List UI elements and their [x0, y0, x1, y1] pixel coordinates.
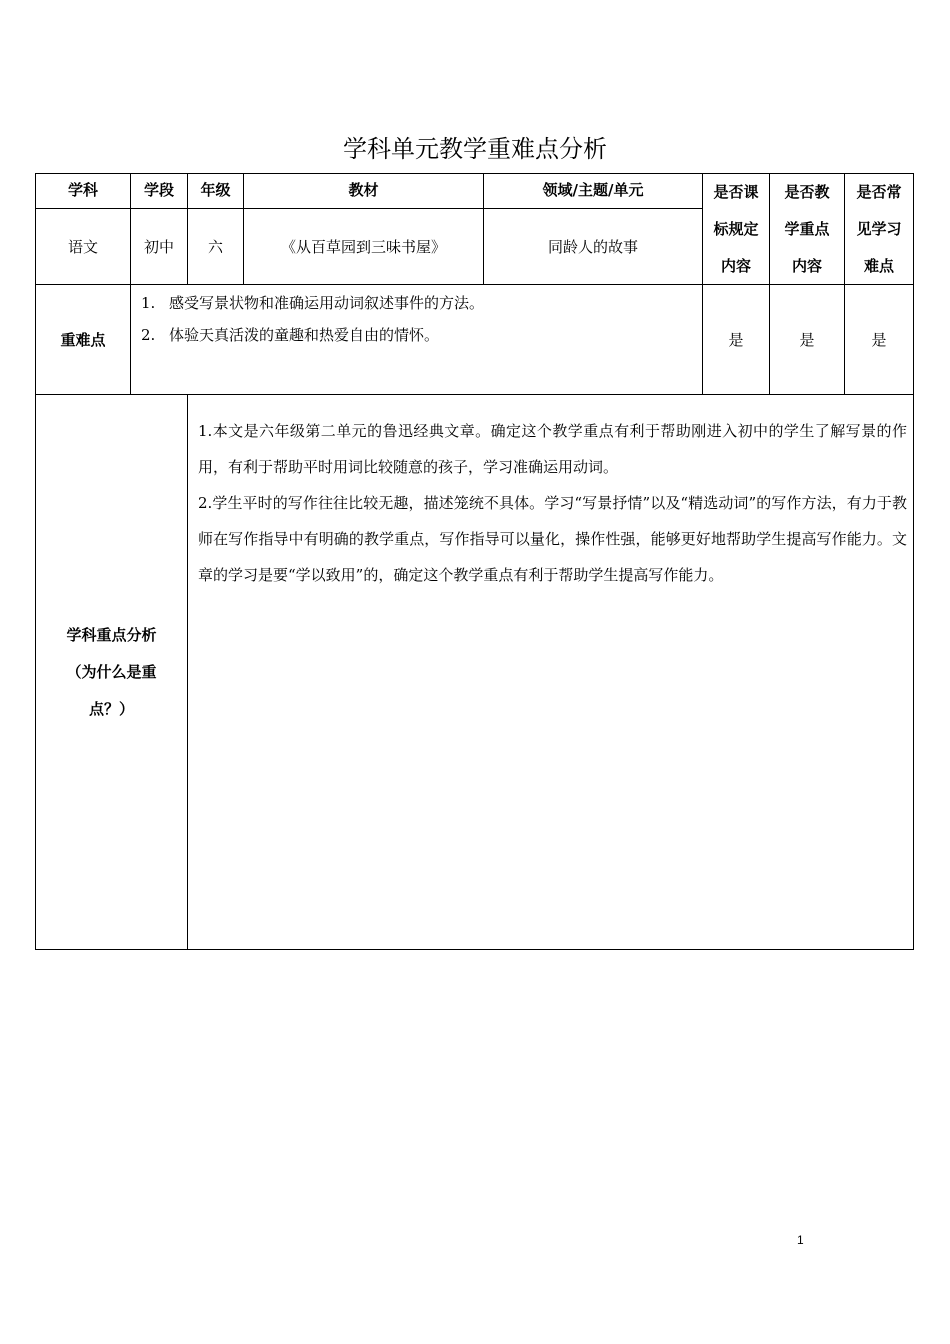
row-grade: 六: [187, 208, 244, 285]
header-is-common-difficulty-text: 是否常见学习难点: [856, 182, 902, 275]
key-points-is-curriculum: 是: [702, 284, 770, 395]
analysis-label: [35, 394, 188, 950]
page-title: 学科单元教学重难点分析: [343, 135, 607, 163]
list-item-text: 体验天真活泼的童趣和热爱自由的情怀。: [169, 326, 440, 344]
list-item: [141, 319, 702, 351]
header-subject: 学科: [35, 173, 131, 209]
row-subject: 语文: [35, 208, 131, 285]
key-points-is-common-difficulty: 是: [844, 284, 914, 395]
analysis-paragraph-1: 1.本文是六年级第二单元的鲁迅经典文章。确定这个教学重点有利于帮助刚进入初中的学生了解写景的作用，有利于帮助平时用词比较随意的孩子，学习准确运用动词。: [198, 422, 907, 476]
header-textbook: 教材: [243, 173, 484, 209]
analysis-content: [187, 394, 914, 950]
key-points-is-teaching-focus: 是: [769, 284, 845, 395]
header-stage: 学段: [130, 173, 188, 209]
analysis-label-text: 学科重点分析（为什么是重点？）: [66, 625, 157, 718]
row-textbook: 《从百草园到三味书屋》: [243, 208, 484, 285]
key-points-label: 重难点: [35, 284, 131, 395]
header-is-common-difficulty: [844, 173, 914, 285]
header-is-teaching-focus-text: 是否教学重点内容: [784, 182, 830, 275]
header-is-curriculum: [702, 173, 770, 285]
key-points-list: [130, 284, 703, 395]
row-stage: 初中: [130, 208, 188, 285]
list-item-number: 2.: [141, 326, 156, 344]
header-domain-unit: 领域/主题/单元: [483, 173, 703, 209]
header-is-teaching-focus: [769, 173, 845, 285]
header-is-curriculum-text: 是否课标规定内容: [713, 182, 759, 275]
header-grade: 年级: [187, 173, 244, 209]
list-item-number: 1.: [141, 294, 156, 312]
list-item: [141, 287, 702, 319]
list-item-text: 感受写景状物和准确运用动词叙述事件的方法。: [169, 294, 485, 312]
analysis-paragraph-2: 2.学生平时的写作往往比较无趣，描述笼统不具体。学习“写景抒情”以及“精选动词”的写作方法，有力于教师在写作指导中有明确的教学重点，写作指导可以量化，操作性强，能够更好地帮助学生提高写作能力。文章的学习是要“学以致用”的，确定这个教学重点有利于帮助学生提高写作能力。: [198, 494, 907, 584]
row-domain-unit: 同龄人的故事: [483, 208, 703, 285]
page-number: 1: [797, 1233, 804, 1247]
